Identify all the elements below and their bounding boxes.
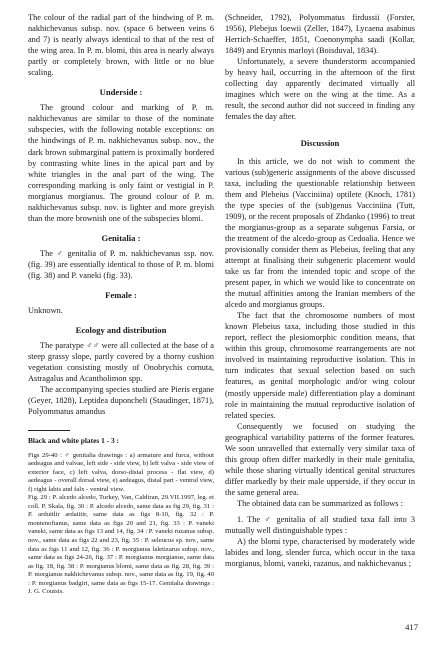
list-item-blomi-type: A) the blomi type, characterised by moderately wide labides and long, slender furca, which occur in the taxa morgianus, blomi, vaneki, razanus, and nakhichevanus ; [225, 537, 415, 569]
caption-fig-list: Fig. 29 : P. alcedo alcedo, Turkey, Van, Caldiran, 29.VII.1997, leg. et coll. P. Skala, fig. 30 : P. alcedo alcedo, same data as fig 29, fig. 31 : P. arduitlir ardaiitir, same data as figs 8-10, fig. 32 : P. montenoftanus, same data as figs 20 and 21, fig. 33 : P. vaneki vaneki, same data as figs 13 and 14, fig. 34 : P. vaneki ruzanus subsp. nov., same data as figs 22 and 23, fig. 35 : P. seleucus sp. nov., same data as figs 11 and 12, fig. 36 : P. morgianus laletizarus subsp. nov., same data as figs 24-26, fig. 37 : P. morgianus morgianus, same data as fig. 18, fig. 38 : P. morgianus blomi, same data as fig. 28, fig. 39 : P. morgianus nakhichevanus subsp. nov., same data as fig. 19, fig. 40 : P. morgianus badgiri, same data as figs 15-17. Genitalia drawings : J. G. Coutsis. [28, 494, 214, 596]
heading-discussion: Discussion [300, 138, 340, 149]
paragraph-radial-colour: The colour of the radial part of the hindwing of P. m. nakhichevanus subsp. nov. (space 6 between veins 6 and 7) is nearly always identical to that of the rest of the wing area. In P. m. blomi, this area is nearly always partly or completely brown, with little or no blue scaling. [28, 13, 214, 78]
left-column [28, 12, 214, 597]
paragraph-discussion-2: The fact that the chromosome numbers of most known Plebeius taxa, including those studied in this report, reflect the plesiomorphic condition means, that within this group, chromosome rearrangements are not involved in maintaining reproductive isolation. This in turn indicates that sexual selection based on such features, as genital morphologic and/or wing colour (mostly upperside male) differentiation play a dominant role in maintaining the mutual reproductive isolation of related species. [225, 311, 415, 420]
paragraph-discussion-4: The obtained data can be summarized as follows : [237, 498, 403, 508]
heading-underside: Underside : [99, 87, 143, 98]
heading-female: Female : [105, 290, 137, 301]
page-number: 417 [405, 622, 418, 632]
paragraph-discussion-3: Consequently we focused on studying the geographical variability patterns of the former features. We soon unravelled that externally very similar taxa of this group often differ markedly in their male genitalia, while those sharing virtually identical genital structures differ markedly by their male upperside, if they occur in the same general area. [225, 421, 415, 497]
paragraph-female: Unknown. [28, 306, 63, 316]
heading-genitalia: Genitalia : [101, 232, 141, 243]
paragraph-ecology-1: The paratype ♂♂ were all collected at the base of a steep grassy slope, partly covered by a thorny cushion vegetation consisting mostly of Onobrychis cornuta, Astragalus and Acantholimon spp. [28, 341, 214, 384]
paragraph-genitalia: The ♂ genitalia of P. m. nakhichevanus ssp. nov. (fig. 39) are essentially identical to those of P. m. blomi (fig. 38) and P. vaneki (fig. 33). [28, 248, 214, 280]
heading-ecology: Ecology and distribution [75, 325, 167, 336]
paragraph-discussion-1: In this article, we do not wish to comment the various (sub)generic assignments of the above discussed taxa, including the questionable relationship between them and Plebeius (Vacciniina) optilete (Knoch, 1781) the type species of the (sub)genus Vacciniina (Tutt, 1909), or the recent proposals of Zhdanko (1996) to treat the morgianus-group as a separate subgenus Farsia, or the treatment of the alcedo-group as Cedoalia. Hence we provisionally consider them as Plebeius, feeling that any attempt at finalising their subgeneric placement would take us far from the intended topic and scope of the present paper, in which we would like to concentrate on the mutual affinities among the Iranian members of the alcedo and morgianus groups. [225, 156, 415, 310]
footnote-divider [28, 430, 70, 431]
paragraph-thunderstorm: Unfortunately, a severe thunderstorm accompanied by heavy hail, occurring in the afternoon of the first collecting day apparently decimated virtually all imagines which were on the wing at the time. As a result, the second author did not succeed in finding any females the day after. [225, 57, 415, 122]
heading-plates: Black and white plates 1 - 3 : [28, 435, 119, 445]
paragraph-underside: The ground colour and marking of P. m. nakhichevanus are similar to those of the nominate subspecies, with the following notable exceptions: on the hindwings of P. m. nakhichevanus subsp. nov., the dark brown submarginal pattern is proximally bordered by contrasting white lines in the apical part and by white triangles in the anal part of the wing. The corresponding marking is only faint or vestigial in P. morgianus morgianus. The ground colour of P. m. nakhichevanus subsp. nov. is lighter and more greyish than the more brownish one of the subspecies blomi. [28, 103, 214, 223]
right-column [225, 12, 415, 569]
caption-figs-29-40: Figs 29-40 : ♂ genitalia drawings : a) armature and furca, without aedeagus and valvae, left side - side view, b) left valva - side view of exterior face, c) left valva, dorso-distal process - flat view, d) aedeagus - overall dorsal view, e) aedeagus, distal part - ventral view, f) right labis and falx - ventral view. [28, 451, 214, 493]
list-item-genitalia-types: 1. The ♂ genitalia of all studied taxa fall into 3 mutually well distinguishable types : [225, 515, 415, 536]
paragraph-ecology-2: The accompanying species studied are Pieris ergane (Geyer, 1828), Leptidea duponcheli (Staudinger, 1871), Polyommatus amandus [28, 385, 214, 417]
paragraph-species-continued: (Schneider, 1792), Polyommatus firdussii (Forster, 1956), Plebejus loewii (Zeller, 1847), Lycaena asabinus Herrich-Schaeffer, 1851, Coenonympha saadi (Kollar, 1849) and Erynnis marloyi (Boisduval, 1834). [225, 13, 415, 56]
